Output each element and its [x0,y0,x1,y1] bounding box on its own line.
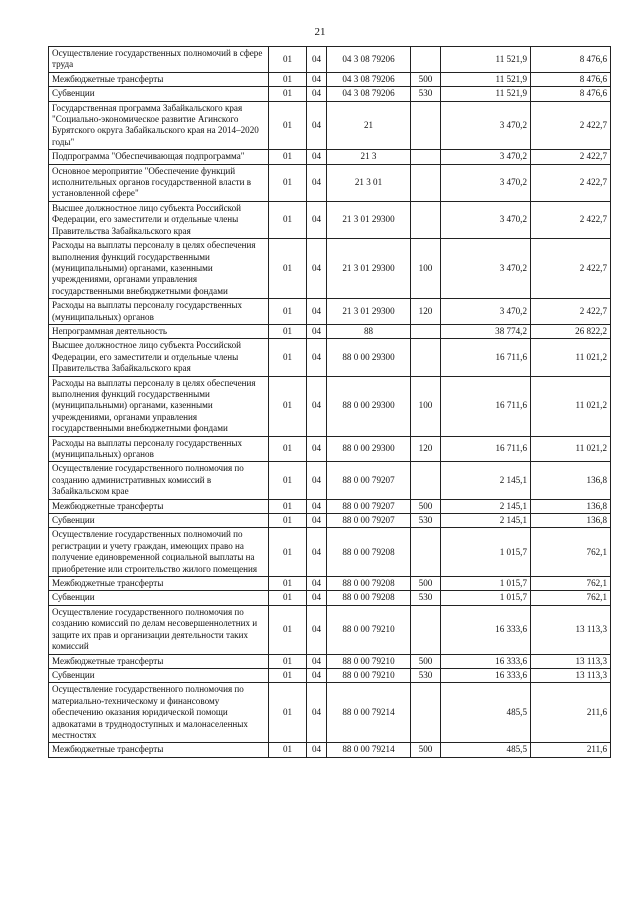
expense-type-cell [411,605,441,654]
row-name-cell: Основное мероприятие "Обеспечение функций исполнительных органов государственной власти в установленной сфере" [49,164,269,201]
section-code-cell: 01 [269,87,307,101]
target-article-cell: 21 [327,101,411,150]
expense-type-cell: 500 [411,654,441,668]
amount-approved-cell: 1 015,7 [441,591,531,605]
row-name-cell: Осуществление государственного полномочия по материально-техническому и финансовому обеспечению оказания юридической помощи адвокатами в труднодоступных и малонаселенных местностях [49,683,269,743]
subsection-code-cell: 04 [307,528,327,577]
table-row [49,47,611,73]
amount-approved-cell: 3 470,2 [441,239,531,299]
amount-executed-cell: 11 021,2 [531,339,611,376]
amount-executed-cell: 13 113,3 [531,654,611,668]
amount-executed-cell: 13 113,3 [531,605,611,654]
target-article-cell: 88 0 00 79207 [327,462,411,499]
amount-approved-cell: 1 015,7 [441,577,531,591]
row-name-cell: Субвенции [49,514,269,528]
amount-executed-cell: 26 822,2 [531,324,611,338]
subsection-code-cell: 04 [307,462,327,499]
table-row [49,376,611,436]
subsection-code-cell: 04 [307,577,327,591]
expense-type-cell: 530 [411,668,441,682]
amount-approved-cell: 16 711,6 [441,376,531,436]
expense-type-cell [411,683,441,743]
target-article-cell: 04 3 08 79206 [327,47,411,73]
amount-executed-cell: 211,6 [531,683,611,743]
target-article-cell: 21 3 01 29300 [327,299,411,325]
section-code-cell: 01 [269,164,307,201]
section-code-cell: 01 [269,324,307,338]
table-row [49,201,611,238]
amount-approved-cell: 16 333,6 [441,654,531,668]
expense-type-cell: 500 [411,743,441,757]
subsection-code-cell: 04 [307,683,327,743]
target-article-cell: 88 0 00 29300 [327,436,411,462]
amount-approved-cell: 16 711,6 [441,339,531,376]
amount-approved-cell: 38 774,2 [441,324,531,338]
budget-table [48,46,611,758]
section-code-cell: 01 [269,72,307,86]
amount-executed-cell: 8 476,6 [531,47,611,73]
table-row [49,462,611,499]
expense-type-cell: 100 [411,376,441,436]
amount-executed-cell: 2 422,7 [531,201,611,238]
amount-executed-cell: 2 422,7 [531,299,611,325]
expense-type-cell: 500 [411,72,441,86]
amount-approved-cell: 11 521,9 [441,72,531,86]
expense-type-cell [411,201,441,238]
amount-executed-cell: 13 113,3 [531,668,611,682]
subsection-code-cell: 04 [307,514,327,528]
amount-executed-cell: 762,1 [531,528,611,577]
expense-type-cell: 530 [411,514,441,528]
table-row [49,499,611,513]
subsection-code-cell: 04 [307,164,327,201]
table-row [49,668,611,682]
row-name-cell: Высшее должностное лицо субъекта Российской Федерации, его заместители и отдельные члены Правительства Забайкальского края [49,339,269,376]
table-row [49,101,611,150]
row-name-cell: Осуществление государственных полномочий по регистрации и учету граждан, имеющих право на получение единовременной социальной выплаты на приобретение или строительство жилого помещения [49,528,269,577]
row-name-cell: Государственная программа Забайкальского края "Социально-экономическое развитие Агинского Бурятского округа Забайкальского края на 2014–2020 годы" [49,101,269,150]
amount-approved-cell: 2 145,1 [441,499,531,513]
section-code-cell: 01 [269,376,307,436]
expense-type-cell [411,47,441,73]
subsection-code-cell: 04 [307,339,327,376]
target-article-cell: 88 0 00 79208 [327,528,411,577]
section-code-cell: 01 [269,668,307,682]
amount-executed-cell: 11 021,2 [531,436,611,462]
expense-type-cell: 120 [411,436,441,462]
subsection-code-cell: 04 [307,436,327,462]
page-number: 21 [314,26,326,38]
expense-type-cell [411,528,441,577]
expense-type-cell: 500 [411,499,441,513]
amount-approved-cell: 3 470,2 [441,101,531,150]
table-row [49,743,611,757]
section-code-cell: 01 [269,299,307,325]
section-code-cell: 01 [269,743,307,757]
section-code-cell: 01 [269,47,307,73]
target-article-cell: 21 3 01 29300 [327,201,411,238]
amount-approved-cell: 11 521,9 [441,47,531,73]
amount-approved-cell: 16 333,6 [441,668,531,682]
amount-executed-cell: 136,8 [531,462,611,499]
target-article-cell: 88 0 00 79208 [327,577,411,591]
amount-executed-cell: 11 021,2 [531,376,611,436]
subsection-code-cell: 04 [307,324,327,338]
table-row [49,324,611,338]
target-article-cell: 88 0 00 29300 [327,339,411,376]
row-name-cell: Осуществление государственных полномочий в сфере труда [49,47,269,73]
section-code-cell: 01 [269,201,307,238]
expense-type-cell [411,462,441,499]
table-row [49,150,611,164]
expense-type-cell [411,339,441,376]
section-code-cell: 01 [269,339,307,376]
target-article-cell: 88 [327,324,411,338]
table-row [49,72,611,86]
row-name-cell: Межбюджетные трансферты [49,72,269,86]
target-article-cell: 88 0 00 79214 [327,743,411,757]
target-article-cell: 04 3 08 79206 [327,87,411,101]
subsection-code-cell: 04 [307,499,327,513]
amount-executed-cell: 211,6 [531,743,611,757]
expense-type-cell: 120 [411,299,441,325]
section-code-cell: 01 [269,239,307,299]
section-code-cell: 01 [269,462,307,499]
amount-approved-cell: 3 470,2 [441,150,531,164]
subsection-code-cell: 04 [307,47,327,73]
amount-executed-cell: 136,8 [531,514,611,528]
row-name-cell: Межбюджетные трансферты [49,743,269,757]
table-row [49,683,611,743]
target-article-cell: 88 0 00 79210 [327,668,411,682]
row-name-cell: Расходы на выплаты персоналу в целях обеспечения выполнения функций государственными (муниципальными) органами, казенными учреждениями, органами управления государственными внебюджетными фондами [49,376,269,436]
target-article-cell: 88 0 00 79208 [327,591,411,605]
amount-executed-cell: 8 476,6 [531,87,611,101]
expense-type-cell [411,150,441,164]
table-row [49,605,611,654]
subsection-code-cell: 04 [307,201,327,238]
subsection-code-cell: 04 [307,668,327,682]
subsection-code-cell: 04 [307,605,327,654]
amount-executed-cell: 8 476,6 [531,72,611,86]
amount-executed-cell: 2 422,7 [531,164,611,201]
table-row [49,577,611,591]
amount-executed-cell: 2 422,7 [531,239,611,299]
table-row [49,87,611,101]
row-name-cell: Осуществление государственного полномочия по созданию комиссий по делам несовершеннолетних и защите их прав и организации деятельности таких комиссий [49,605,269,654]
section-code-cell: 01 [269,528,307,577]
table-row [49,528,611,577]
table-row [49,591,611,605]
row-name-cell: Расходы на выплаты персоналу в целях обеспечения выполнения функций государственными (муниципальными) органами, казенными учреждениями, органами управления государственными внебюджетными фондами [49,239,269,299]
row-name-cell: Межбюджетные трансферты [49,577,269,591]
table-row [49,164,611,201]
table-row [49,239,611,299]
table-row [49,339,611,376]
expense-type-cell [411,164,441,201]
section-code-cell: 01 [269,654,307,668]
section-code-cell: 01 [269,577,307,591]
target-article-cell: 88 0 00 79214 [327,683,411,743]
amount-executed-cell: 2 422,7 [531,150,611,164]
subsection-code-cell: 04 [307,150,327,164]
target-article-cell: 88 0 00 79207 [327,499,411,513]
amount-executed-cell: 2 422,7 [531,101,611,150]
amount-approved-cell: 485,5 [441,743,531,757]
section-code-cell: 01 [269,150,307,164]
subsection-code-cell: 04 [307,654,327,668]
target-article-cell: 88 0 00 29300 [327,376,411,436]
amount-approved-cell: 485,5 [441,683,531,743]
row-name-cell: Высшее должностное лицо субъекта Российской Федерации, его заместители и отдельные члены Правительства Забайкальского края [49,201,269,238]
row-name-cell: Расходы на выплаты персоналу государственных (муниципальных) органов [49,436,269,462]
amount-approved-cell: 3 470,2 [441,164,531,201]
target-article-cell: 04 3 08 79206 [327,72,411,86]
amount-executed-cell: 136,8 [531,499,611,513]
row-name-cell: Субвенции [49,591,269,605]
expense-type-cell [411,101,441,150]
amount-approved-cell: 3 470,2 [441,299,531,325]
subsection-code-cell: 04 [307,743,327,757]
section-code-cell: 01 [269,499,307,513]
row-name-cell: Осуществление государственного полномочия по созданию административных комиссий в Забайкальском крае [49,462,269,499]
amount-approved-cell: 1 015,7 [441,528,531,577]
table-body [49,47,611,758]
amount-approved-cell: 3 470,2 [441,201,531,238]
expense-type-cell: 100 [411,239,441,299]
section-code-cell: 01 [269,591,307,605]
target-article-cell: 88 0 00 79210 [327,654,411,668]
amount-approved-cell: 16 711,6 [441,436,531,462]
section-code-cell: 01 [269,683,307,743]
target-article-cell: 88 0 00 79210 [327,605,411,654]
row-name-cell: Межбюджетные трансферты [49,654,269,668]
expense-type-cell: 530 [411,591,441,605]
amount-approved-cell: 2 145,1 [441,462,531,499]
row-name-cell: Подпрограмма "Обеспечивающая подпрограмма" [49,150,269,164]
row-name-cell: Расходы на выплаты персоналу государственных (муниципальных) органов [49,299,269,325]
row-name-cell: Межбюджетные трансферты [49,499,269,513]
target-article-cell: 88 0 00 79207 [327,514,411,528]
section-code-cell: 01 [269,605,307,654]
target-article-cell: 21 3 01 [327,164,411,201]
target-article-cell: 21 3 01 29300 [327,239,411,299]
section-code-cell: 01 [269,514,307,528]
row-name-cell: Непрограммная деятельность [49,324,269,338]
expense-type-cell [411,324,441,338]
subsection-code-cell: 04 [307,101,327,150]
table-row [49,514,611,528]
section-code-cell: 01 [269,436,307,462]
target-article-cell: 21 3 [327,150,411,164]
amount-executed-cell: 762,1 [531,577,611,591]
section-code-cell: 01 [269,101,307,150]
subsection-code-cell: 04 [307,72,327,86]
subsection-code-cell: 04 [307,299,327,325]
subsection-code-cell: 04 [307,591,327,605]
expense-type-cell: 530 [411,87,441,101]
amount-executed-cell: 762,1 [531,591,611,605]
table-row [49,654,611,668]
subsection-code-cell: 04 [307,376,327,436]
subsection-code-cell: 04 [307,239,327,299]
amount-approved-cell: 11 521,9 [441,87,531,101]
row-name-cell: Субвенции [49,87,269,101]
amount-approved-cell: 2 145,1 [441,514,531,528]
table-row [49,436,611,462]
table-row [49,299,611,325]
row-name-cell: Субвенции [49,668,269,682]
amount-approved-cell: 16 333,6 [441,605,531,654]
subsection-code-cell: 04 [307,87,327,101]
expense-type-cell: 500 [411,577,441,591]
